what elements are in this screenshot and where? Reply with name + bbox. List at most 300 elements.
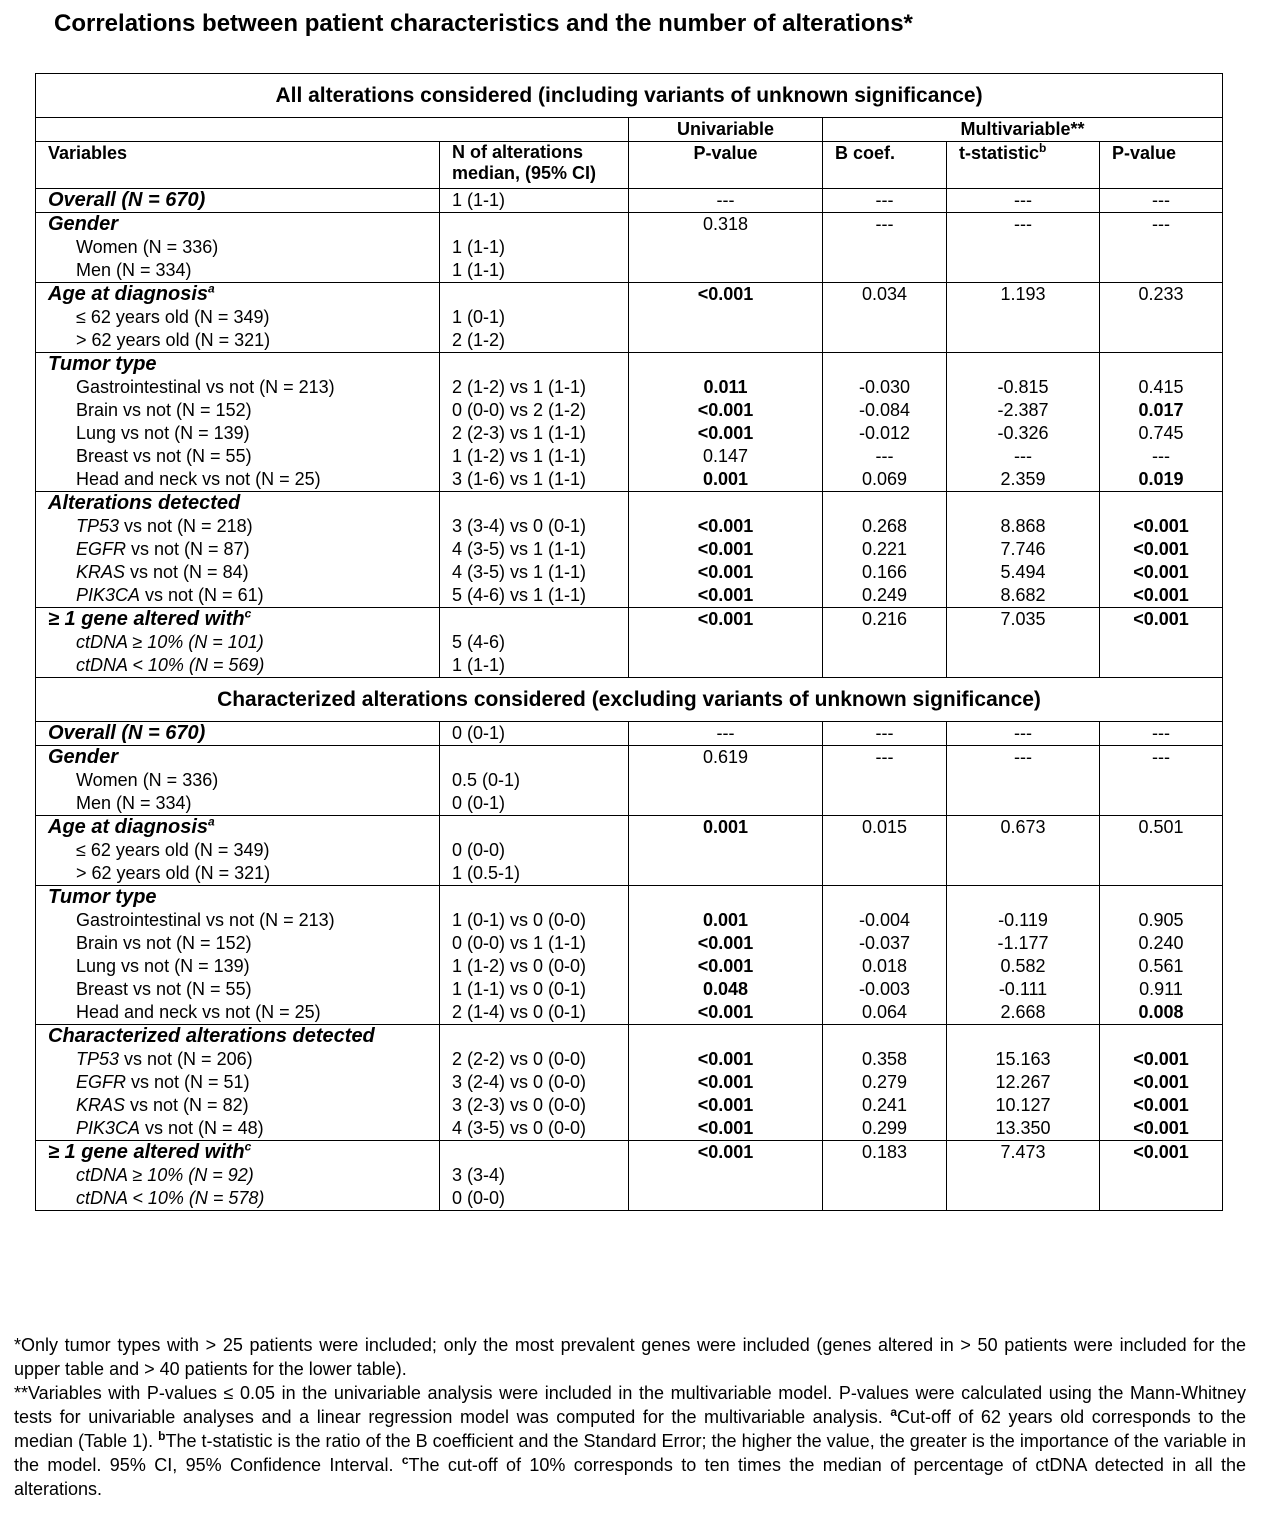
b-coef: 0.183 [861,1142,908,1162]
t-statistic: 15.163 [995,1049,1051,1069]
subvariable-label [48,1001,439,1024]
multivariable-pvalue: --- [1152,723,1170,743]
table-row [36,189,1223,213]
b-coef-cell [823,213,947,283]
subvariable-text: Brain vs not (N = 152) [76,400,252,420]
subvariable-text: Breast vs not (N = 55) [76,979,252,999]
n-alterations-cell [440,1025,629,1141]
b-coef-cell [823,722,947,746]
b-coef: 0.299 [861,1118,908,1138]
univariable-pvalue: <0.001 [697,516,754,536]
multivariable-pvalue: <0.001 [1133,516,1189,536]
table-row [36,353,1223,492]
subvariable-text: Women (N = 336) [76,770,219,790]
footnote-marker: a [208,814,215,829]
section-title: Characterized alterations considered (excluding variants of unknown significance) [36,678,1223,722]
subvariable-text: Head and neck vs not (N = 25) [76,1002,321,1022]
univariable-pvalue: <0.001 [697,284,754,304]
subvariable-n-value: 2 (2-3) vs 1 (1-1) [452,423,587,443]
multivariable-pvalue-cell [1100,816,1223,886]
subvariable-label [48,1094,439,1117]
gene-name: EGFR [76,1072,127,1092]
subvariable-label [48,306,439,329]
subvariable-label [48,839,439,862]
group-label-text: Tumor type [48,353,157,375]
multivariable-pvalue-cell [1100,213,1223,283]
correlation-table [35,73,1223,1211]
header-b-coef: B coef. [823,142,947,189]
t-statistic: 2.359 [1000,469,1046,489]
univariable-pvalue-cell [629,283,823,353]
multivariable-pvalue: --- [1152,214,1170,234]
t-statistic-cell [947,1141,1100,1211]
t-statistic: -0.111 [998,979,1048,999]
section-row [36,74,1223,118]
header-multi-pvalue: P-value [1100,142,1223,189]
table-row [36,886,1223,1025]
multivariable-pvalue: 0.561 [1138,956,1184,976]
univariable-pvalue: 0.001 [702,469,749,489]
multivariable-pvalue-cell [1100,283,1223,353]
univariable-pvalue: 0.048 [702,979,749,999]
group-label-text: ≥ 1 gene altered with [48,1141,245,1163]
subvariable-n-value: 2 (2-2) vs 0 (0-0) [452,1049,587,1069]
footnote-marker: b [1039,141,1047,155]
subvariable-text: vs not (N = 51) [126,1072,250,1092]
univariable-pvalue: 0.318 [702,214,749,234]
subvariable-text: > 62 years old (N = 321) [76,863,271,883]
table-row [36,283,1223,353]
b-coef: --- [875,190,894,210]
subvariable-n-value: 1 (1-2) vs 1 (1-1) [452,446,587,466]
n-alterations-cell [440,886,629,1025]
b-coef: 0.015 [861,817,908,837]
group-n-value [452,746,628,769]
header-n-line1: N of alterations [452,142,584,162]
group-label-text: Characterized alterations detected [48,1025,375,1047]
subvariable-n-value: 0.5 (0-1) [452,770,521,790]
t-statistic-cell [947,886,1100,1025]
univariable-pvalue-cell [629,1025,823,1141]
t-statistic: 8.868 [1000,516,1046,536]
subvariable-n-value: 3 (1-6) vs 1 (1-1) [452,469,587,489]
subvariable-n-value: 0 (0-0) [452,1188,506,1208]
t-statistic: 1.193 [1000,284,1046,304]
gene-name: EGFR [76,539,127,559]
b-coef: 0.216 [861,609,908,629]
univariable-pvalue: <0.001 [697,1118,754,1138]
group-n-value: 1 (1-1) [452,190,506,210]
subvariable-n-value: 0 (0-0) [452,840,506,860]
multivariable-pvalue: <0.001 [1133,585,1189,605]
univariable-pvalue: --- [716,190,735,210]
univariable-pvalue: <0.001 [697,585,754,605]
subvariable-n-value: 1 (0-1) [452,307,506,327]
section-row [36,678,1223,722]
subvariable-label [48,792,439,815]
t-statistic: 12.267 [995,1072,1051,1092]
subvariable-text: Brain vs not (N = 152) [76,933,252,953]
header-n-alterations [440,142,629,189]
subvariable-label [48,445,439,468]
group-label-text: Age at diagnosis [48,816,209,838]
multivariable-pvalue: --- [1152,747,1170,767]
multivariable-pvalue-cell [1100,722,1223,746]
footnote-marker: c [244,1139,252,1154]
gene-name: KRAS [76,562,126,582]
multivariable-pvalue-cell [1100,746,1223,816]
univariable-pvalue: <0.001 [697,933,754,953]
n-alterations-cell [440,492,629,608]
b-coef: --- [875,446,894,466]
variable-cell [36,608,440,678]
footnote-1: *Only tumor types with > 25 patients were included; only the most prevalent genes were included (genes altered in > 50 patients were included for the upper table and > 40 patients for the lower table). [14,1335,1246,1379]
group-label-text: ≥ 1 gene altered with [48,608,245,630]
univariable-pvalue-cell [629,492,823,608]
group-label-text: Alterations detected [48,492,241,514]
subvariable-n-value: 4 (3-5) vs 1 (1-1) [452,562,587,582]
header-uni-pvalue: P-value [629,142,823,189]
subvariable-text: ≤ 62 years old (N = 349) [76,840,270,860]
subvariable-n-value: 1 (1-1) [452,655,506,675]
t-statistic: --- [1014,747,1032,767]
subvariable-n-value: 3 (2-4) vs 0 (0-0) [452,1072,587,1092]
b-coef: -0.030 [858,377,911,397]
subvariable-label [48,978,439,1001]
group-label-text: Gender [48,746,119,768]
group-label [48,886,439,909]
subvariable-label [48,468,439,491]
t-statistic-cell [947,492,1100,608]
subvariable-n-value: 1 (1-1) vs 0 (0-1) [452,979,587,999]
gene-name: PIK3CA [76,585,141,605]
b-coef: 0.279 [861,1072,908,1092]
t-statistic-cell [947,746,1100,816]
t-statistic: -1.177 [997,933,1049,953]
section-title: All alterations considered (including variants of unknown significance) [36,74,1223,118]
t-statistic: 13.350 [995,1118,1051,1138]
multivariable-pvalue: <0.001 [1133,1118,1189,1138]
t-statistic-cell [947,816,1100,886]
b-coef: 0.034 [861,284,908,304]
table-row [36,492,1223,608]
n-alterations-cell [440,608,629,678]
b-coef-cell [823,1141,947,1211]
univariable-pvalue: <0.001 [697,1049,754,1069]
n-alterations-cell [440,746,629,816]
table-row [36,746,1223,816]
subvariable-n-value: 0 (0-0) vs 2 (1-2) [452,400,587,420]
subvariable-label [48,236,439,259]
subvariable-text: Women (N = 336) [76,237,219,257]
gene-name: TP53 [76,516,120,536]
subvariable-text: Men (N = 334) [76,793,192,813]
subvariable-label [48,259,439,282]
univariable-pvalue: <0.001 [697,1095,754,1115]
variable-cell [36,722,440,746]
group-label [48,722,439,745]
b-coef: 0.358 [861,1049,908,1069]
univariable-pvalue: <0.001 [697,956,754,976]
subvariable-label [48,515,439,538]
b-coef-cell [823,283,947,353]
univariable-pvalue: <0.001 [697,400,754,420]
group-n-value [452,1025,628,1048]
multivariable-pvalue: <0.001 [1133,562,1189,582]
n-alterations-cell [440,1141,629,1211]
univariable-pvalue: <0.001 [697,1002,754,1022]
b-coef: 0.166 [861,562,908,582]
univariable-pvalue: 0.619 [702,747,749,767]
subvariable-text: Breast vs not (N = 55) [76,446,252,466]
subvariable-label [48,399,439,422]
univariable-pvalue-cell [629,746,823,816]
subvariable-label [48,909,439,932]
b-coef: 0.069 [861,469,908,489]
group-n-value [452,353,628,376]
subvariable-label [48,1048,439,1071]
b-coef: -0.037 [858,933,911,953]
t-statistic: --- [1014,446,1032,466]
t-statistic: 7.473 [1000,1142,1046,1162]
multivariable-pvalue-cell [1100,1141,1223,1211]
b-coef: -0.004 [858,910,911,930]
multivariable-pvalue: <0.001 [1133,1049,1189,1069]
b-coef-cell [823,353,947,492]
b-coef-cell [823,189,947,213]
subvariable-n-value: 3 (3-4) vs 0 (0-1) [452,516,587,536]
b-coef: --- [875,214,894,234]
multivariable-pvalue-cell [1100,492,1223,608]
t-statistic-cell [947,722,1100,746]
group-label-text: Overall (N = 670) [48,722,206,744]
univariable-pvalue-cell [629,353,823,492]
table-row [36,1141,1223,1211]
univariable-pvalue-cell [629,816,823,886]
group-label-text: Gender [48,213,119,235]
t-statistic: 8.682 [1000,585,1046,605]
subvariable-text: vs not (N = 82) [125,1095,249,1115]
variable-cell [36,746,440,816]
t-statistic-cell [947,353,1100,492]
multivariable-pvalue: 0.008 [1138,1002,1184,1022]
group-n-value: 0 (0-1) [452,723,506,743]
t-statistic-cell [947,189,1100,213]
univariable-pvalue: <0.001 [697,562,754,582]
univariable-pvalue-cell [629,189,823,213]
b-coef: -0.003 [858,979,911,999]
univariable-pvalue: 0.001 [702,817,749,837]
subvariable-text: ≤ 62 years old (N = 349) [76,307,270,327]
b-coef: -0.084 [858,400,911,420]
multivariable-pvalue: 0.905 [1138,910,1184,930]
univariable-pvalue-cell [629,886,823,1025]
table-row [36,1025,1223,1141]
variable-cell [36,353,440,492]
footnotes [14,1333,1246,1501]
n-alterations-cell [440,213,629,283]
multivariable-pvalue: 0.501 [1138,817,1184,837]
b-coef: 0.221 [861,539,908,559]
t-statistic: -0.326 [997,423,1049,443]
gene-name: ctDNA ≥ 10% (N = 92) [76,1165,254,1185]
subvariable-label [48,769,439,792]
multivariable-pvalue: 0.240 [1138,933,1184,953]
gene-name: PIK3CA [76,1118,141,1138]
multivariable-pvalue-cell [1100,608,1223,678]
n-alterations-cell [440,722,629,746]
multivariable-pvalue-cell [1100,886,1223,1025]
b-coef: -0.012 [858,423,911,443]
univariable-pvalue-cell [629,213,823,283]
subvariable-label [48,1071,439,1094]
group-label [48,608,439,631]
group-n-value [452,213,628,236]
header-multivariable: Multivariable** [823,118,1223,142]
subvariable-n-value: 1 (0.5-1) [452,863,521,883]
subvariable-text: Head and neck vs not (N = 25) [76,469,321,489]
b-coef-cell [823,886,947,1025]
subvariable-label [48,538,439,561]
footnote-marker: a [208,281,215,296]
group-label-text: Tumor type [48,886,157,908]
subvariable-label [48,1187,439,1210]
univariable-pvalue: <0.001 [697,1072,754,1092]
subvariable-text: > 62 years old (N = 321) [76,330,271,350]
t-statistic-cell [947,283,1100,353]
subvariable-n-value: 3 (2-3) vs 0 (0-0) [452,1095,587,1115]
subvariable-n-value: 2 (1-4) vs 0 (0-1) [452,1002,587,1022]
subvariable-label [48,862,439,885]
variable-cell [36,189,440,213]
b-coef: 0.018 [861,956,908,976]
subvariable-label [48,1164,439,1187]
multivariable-pvalue: <0.001 [1133,1095,1189,1115]
gene-name: ctDNA ≥ 10% (N = 101) [76,632,264,652]
t-statistic: -0.119 [998,910,1048,930]
subvariable-text: Gastrointestinal vs not (N = 213) [76,910,335,930]
subvariable-label [48,654,439,677]
subvariable-n-value: 2 (1-2) vs 1 (1-1) [452,377,587,397]
subvariable-label [48,329,439,352]
b-coef-cell [823,816,947,886]
univariable-pvalue: 0.147 [702,446,749,466]
t-statistic: -2.387 [997,400,1049,420]
footnote-2: **Variables with P-values ≤ 0.05 in the univariable analysis were included in the multivariable model. P-values were calculated using the Mann-Whitney tests for univariable analyses and a linear regression model was computed for the multivariable analysis. $^a$Cut-off of 62 years old corresponds to the median (Table 1). $^b$The t-statistic is the ratio of the B coefficient and the Standard Error; the higher the value, the greater is the importance of the variable in the model. 95% CI, 95% Confidence Interval. $^c$The cut-off of 10% corresponds to ten times the median of percentage of ctDNA detected in all the alterations. [14,1383,1247,1499]
t-statistic-cell [947,1025,1100,1141]
subvariable-text: vs not (N = 48) [140,1118,264,1138]
group-n-value [452,608,628,631]
multivariable-pvalue: <0.001 [1133,539,1189,559]
header-variables: Variables [36,142,440,189]
header-t-label: t-statistic [959,143,1040,163]
group-n-value [452,492,628,515]
multivariable-pvalue: <0.001 [1133,609,1189,629]
subvariable-text: Lung vs not (N = 139) [76,423,250,443]
variable-cell [36,816,440,886]
table-row [36,608,1223,678]
subvariable-text: vs not (N = 206) [119,1049,253,1069]
group-label [48,816,439,839]
t-statistic: 5.494 [1000,562,1046,582]
t-statistic: 10.127 [995,1095,1051,1115]
b-coef-cell [823,1025,947,1141]
subvariable-n-value: 1 (1-1) [452,260,506,280]
subvariable-label [48,584,439,607]
subvariable-label [48,422,439,445]
footnote-marker: c [244,606,252,621]
multivariable-pvalue: 0.017 [1138,400,1184,420]
t-statistic: 7.035 [1000,609,1046,629]
subvariable-text: vs not (N = 61) [140,585,264,605]
subvariable-text: vs not (N = 218) [119,516,253,536]
group-label [48,353,439,376]
header-row-2 [36,142,1223,189]
t-statistic: 7.746 [1000,539,1046,559]
multivariable-pvalue-cell [1100,353,1223,492]
univariable-pvalue: <0.001 [697,423,754,443]
b-coef-cell [823,608,947,678]
n-alterations-cell [440,353,629,492]
univariable-pvalue-cell [629,722,823,746]
group-n-value [452,1141,628,1164]
t-statistic: --- [1014,214,1032,234]
gene-name: KRAS [76,1095,126,1115]
variable-cell [36,492,440,608]
table-row [36,213,1223,283]
multivariable-pvalue: 0.019 [1138,469,1184,489]
subvariable-label [48,932,439,955]
multivariable-pvalue: --- [1152,190,1170,210]
gene-name: ctDNA < 10% (N = 569) [76,655,265,675]
multivariable-pvalue-cell [1100,1025,1223,1141]
group-label-text: Overall (N = 670) [48,189,206,211]
header-t-statistic [947,142,1100,189]
gene-name: TP53 [76,1049,120,1069]
subvariable-label [48,955,439,978]
subvariable-n-value: 1 (1-1) [452,237,506,257]
subvariable-label [48,376,439,399]
b-coef: --- [875,723,894,743]
page-title: Correlations between patient characteristics and the number of alterations* [54,10,913,37]
subvariable-text: vs not (N = 87) [126,539,250,559]
univariable-pvalue: 0.011 [703,377,748,397]
subvariable-text: vs not (N = 84) [125,562,249,582]
b-coef: --- [875,747,894,767]
header-spacer [36,118,629,142]
t-statistic: --- [1014,723,1032,743]
multivariable-pvalue: 0.911 [1139,979,1183,999]
univariable-pvalue: 0.001 [702,910,749,930]
variable-cell [36,1025,440,1141]
b-coef-cell [823,746,947,816]
t-statistic: --- [1014,190,1032,210]
subvariable-text: Gastrointestinal vs not (N = 213) [76,377,335,397]
t-statistic: 2.668 [1000,1002,1046,1022]
subvariable-text: Lung vs not (N = 139) [76,956,250,976]
group-n-value [452,886,628,909]
b-coef: 0.241 [861,1095,908,1115]
variable-cell [36,283,440,353]
gene-name: ctDNA < 10% (N = 578) [76,1188,265,1208]
b-coef-cell [823,492,947,608]
variable-cell [36,1141,440,1211]
b-coef: 0.268 [861,516,908,536]
group-label [48,492,439,515]
univariable-pvalue: <0.001 [697,539,754,559]
variable-cell [36,886,440,1025]
subvariable-n-value: 3 (3-4) [452,1165,506,1185]
